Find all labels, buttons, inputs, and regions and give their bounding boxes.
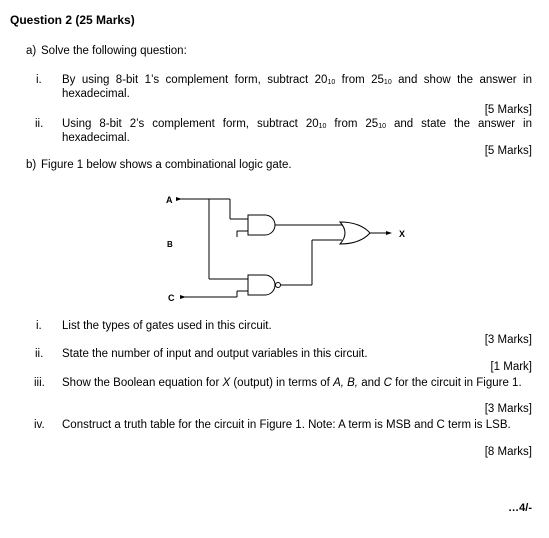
input-a-arrow xyxy=(176,197,182,201)
part-b-item-1-number: i. xyxy=(36,320,42,332)
part-a-item-2-text: Using 8-bit 2’s complement form, subtract $20_{10}$ from $25_{10}$ and state the answer in hexadecimal. xyxy=(62,118,533,144)
part-b-item-3-text: Show the Boolean equation for X (output) in terms of A, B, and C for the circuit in Figure 1. xyxy=(62,377,522,389)
question-title: Question 2 (25 Marks) xyxy=(10,13,135,27)
part-b-item-3-marks: [3 Marks] xyxy=(484,403,532,415)
part-a-item-2-number: ii. xyxy=(35,118,44,130)
part-a-text: Solve the following question: xyxy=(41,45,187,57)
part-b-text: Figure 1 below shows a combinational logic gate. xyxy=(41,159,292,171)
nand-gate xyxy=(248,275,275,295)
nand-bubble xyxy=(276,283,281,288)
part-b-item-1-text: List the types of gates used in this circuit. xyxy=(62,320,272,332)
part-a-item-2-marks: [5 Marks] xyxy=(484,145,532,157)
part-b-item-2-text: State the number of input and output variables in this circuit. xyxy=(62,348,368,360)
page-number-footer: …4/- xyxy=(508,502,532,514)
part-b-item-4-text: Construct a truth table for the circuit in Figure 1. Note: A term is MSB and C term is LSB. xyxy=(62,419,511,431)
input-c-arrow xyxy=(180,295,186,299)
part-b-item-2-marks: [1 Mark] xyxy=(490,361,532,373)
part-b-item-2-number: ii. xyxy=(35,348,44,360)
logic-circuit-figure xyxy=(150,188,420,308)
output-x-label: X xyxy=(399,229,406,239)
part-a-item-1-marks: [5 Marks] xyxy=(484,104,532,116)
part-b-item-4-marks: [8 Marks] xyxy=(484,446,532,458)
input-b-label: B xyxy=(167,240,173,249)
or-gate xyxy=(340,222,370,244)
part-b-item-1-marks: [3 Marks] xyxy=(484,334,532,346)
part-a-item-1-text: By using 8-bit 1’s complement form, subtract $20_{10}$ from $25_{10}$ and show the answer in hexadecimal. xyxy=(62,74,532,100)
output-arrow xyxy=(386,231,392,235)
part-b-item-3-number: iii. xyxy=(34,377,45,389)
and-gate xyxy=(248,215,275,235)
part-b-item-4-number: iv. xyxy=(34,419,45,431)
part-a-item-1-number: i. xyxy=(36,74,42,86)
part-a-label: a) xyxy=(26,45,37,57)
input-c-label: C xyxy=(168,293,175,303)
input-a-label: A xyxy=(166,195,173,205)
part-b-label: b) xyxy=(26,159,37,171)
